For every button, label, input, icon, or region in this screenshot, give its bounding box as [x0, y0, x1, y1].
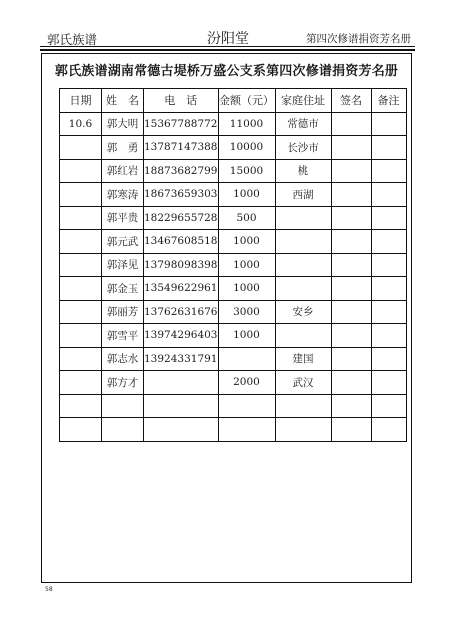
- cell-date: [60, 394, 102, 418]
- column-header-remark: 备注: [371, 89, 406, 113]
- cell-remark: [371, 371, 406, 395]
- cell-phone: 13798098398: [144, 253, 219, 277]
- table-body: [60, 112, 407, 441]
- cell-date: [60, 418, 102, 442]
- cell-address: 安乡: [275, 300, 331, 324]
- table-row: [60, 253, 407, 277]
- header-right-title: 第四次修谱捐资芳名册: [306, 33, 411, 45]
- cell-date: [60, 206, 102, 230]
- cell-remark: [371, 277, 406, 301]
- cell-address: 常德市: [275, 112, 331, 136]
- cell-remark: [371, 324, 406, 348]
- cell-amount: 1000: [218, 253, 275, 277]
- cell-phone: 13549622961: [144, 277, 219, 301]
- cell-date: [60, 371, 102, 395]
- cell-remark: [371, 183, 406, 207]
- cell-amount: [218, 347, 275, 371]
- cell-signature: [331, 394, 371, 418]
- cell-address: [275, 394, 331, 418]
- cell-remark: [371, 418, 406, 442]
- cell-signature: [331, 253, 371, 277]
- header-left-title: 郭氏族谱: [47, 32, 98, 47]
- table-header-row: [60, 89, 407, 113]
- cell-name: [102, 394, 144, 418]
- cell-phone: 18229655728: [144, 206, 219, 230]
- cell-remark: [371, 230, 406, 254]
- column-header-name: 姓 名: [102, 89, 144, 113]
- cell-name: 郭丽芳: [102, 300, 144, 324]
- cell-phone: 13467608518: [144, 230, 219, 254]
- table-row: [60, 418, 407, 442]
- cell-date: [60, 300, 102, 324]
- cell-signature: [331, 230, 371, 254]
- table-row: [60, 394, 407, 418]
- cell-date: [60, 253, 102, 277]
- table-row: [60, 230, 407, 254]
- cell-name: 郭金玉: [102, 277, 144, 301]
- cell-name: 郭泽见: [102, 253, 144, 277]
- cell-signature: [331, 183, 371, 207]
- cell-signature: [331, 371, 371, 395]
- cell-signature: [331, 206, 371, 230]
- cell-signature: [331, 159, 371, 183]
- header-rule-thick: [40, 49, 415, 51]
- header-rule-thin: [40, 46, 415, 47]
- cell-address: [275, 253, 331, 277]
- cell-amount: 2000: [218, 371, 275, 395]
- cell-amount: 10000: [218, 136, 275, 160]
- cell-phone: 18873682799: [144, 159, 219, 183]
- cell-name: 郭大明: [102, 112, 144, 136]
- column-header-date: 日期: [60, 89, 102, 113]
- page-number: 58: [45, 586, 53, 593]
- cell-date: [60, 183, 102, 207]
- cell-address: 西湖: [275, 183, 331, 207]
- table-row: [60, 112, 407, 136]
- table-row: [60, 324, 407, 348]
- cell-remark: [371, 300, 406, 324]
- cell-remark: [371, 159, 406, 183]
- cell-date: 10.6: [60, 112, 102, 136]
- cell-amount: 15000: [218, 159, 275, 183]
- column-header-signature: 签名: [331, 89, 371, 113]
- cell-amount: 11000: [218, 112, 275, 136]
- cell-remark: [371, 206, 406, 230]
- table-row: [60, 159, 407, 183]
- cell-amount: 1000: [218, 230, 275, 254]
- cell-phone: 13762631676: [144, 300, 219, 324]
- cell-address: [275, 324, 331, 348]
- cell-address: 桃: [275, 159, 331, 183]
- cell-amount: 1000: [218, 277, 275, 301]
- cell-date: [60, 347, 102, 371]
- cell-remark: [371, 136, 406, 160]
- cell-signature: [331, 136, 371, 160]
- cell-phone: 13924331791: [144, 347, 219, 371]
- cell-address: [275, 418, 331, 442]
- cell-address: [275, 230, 331, 254]
- donor-table: [59, 88, 407, 442]
- column-header-amount: 金额（元）: [218, 89, 275, 113]
- cell-amount: 1000: [218, 324, 275, 348]
- cell-signature: [331, 418, 371, 442]
- cell-address: [275, 277, 331, 301]
- cell-amount: 500: [218, 206, 275, 230]
- cell-date: [60, 136, 102, 160]
- cell-amount: [218, 418, 275, 442]
- table-row: [60, 206, 407, 230]
- table-row: [60, 277, 407, 301]
- column-header-phone: 电 话: [144, 89, 219, 113]
- table-row: [60, 300, 407, 324]
- header-center-title: 汾阳堂: [207, 31, 249, 47]
- cell-amount: 3000: [218, 300, 275, 324]
- cell-name: 郭志水: [102, 347, 144, 371]
- cell-name: [102, 418, 144, 442]
- cell-name: 郭平贵: [102, 206, 144, 230]
- cell-date: [60, 324, 102, 348]
- cell-signature: [331, 300, 371, 324]
- table-row: [60, 371, 407, 395]
- cell-amount: 1000: [218, 183, 275, 207]
- cell-address: 武汉: [275, 371, 331, 395]
- page-title: 郭氏族谱湖南常德古堤桥万盛公支系第四次修谱捐资芳名册: [54, 64, 399, 79]
- cell-address: 长沙市: [275, 136, 331, 160]
- cell-date: [60, 277, 102, 301]
- cell-signature: [331, 347, 371, 371]
- table-row: [60, 183, 407, 207]
- cell-phone: [144, 394, 219, 418]
- cell-name: 郭 勇: [102, 136, 144, 160]
- cell-phone: 13787147388: [144, 136, 219, 160]
- cell-name: 郭雪平: [102, 324, 144, 348]
- cell-signature: [331, 112, 371, 136]
- cell-signature: [331, 324, 371, 348]
- cell-address: [275, 206, 331, 230]
- cell-name: 郭寒涛: [102, 183, 144, 207]
- cell-date: [60, 230, 102, 254]
- cell-date: [60, 159, 102, 183]
- cell-signature: [331, 277, 371, 301]
- cell-phone: 13974296403: [144, 324, 219, 348]
- cell-amount: [218, 394, 275, 418]
- column-header-address: 家庭住址: [275, 89, 331, 113]
- table-row: [60, 347, 407, 371]
- cell-remark: [371, 394, 406, 418]
- cell-phone: 18673659303: [144, 183, 219, 207]
- cell-phone: 15367788772: [144, 112, 219, 136]
- cell-remark: [371, 347, 406, 371]
- cell-name: 郭方才: [102, 371, 144, 395]
- cell-remark: [371, 253, 406, 277]
- cell-name: 郭元武: [102, 230, 144, 254]
- cell-remark: [371, 112, 406, 136]
- cell-address: 建国: [275, 347, 331, 371]
- table-row: [60, 136, 407, 160]
- cell-phone: [144, 371, 219, 395]
- cell-name: 郭红岩: [102, 159, 144, 183]
- cell-phone: [144, 418, 219, 442]
